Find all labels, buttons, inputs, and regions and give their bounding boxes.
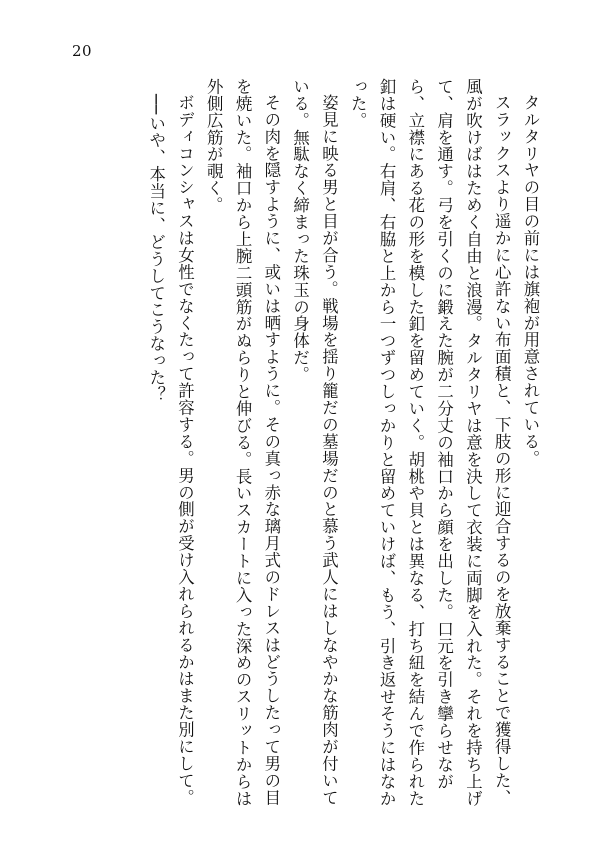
paragraph-2: スラックスより遥かに心許ない布面積と、下肢の形に迎合するのを放棄することで獲得した、風が吹けばはためく自由と浪漫。タルタリヤは意を決して衣装に両脚を入れた。それを持ち上げて、肩を通す。弓を引くのに鍛えた腕が二分丈の袖口から顔を出した。口元を引き攣らせながら、立襟にある花の形を模した釦を留めていく。胡桃や貝とは異なる、打ち紐を結んで作られた釦は硬い。右肩、右脇と上から一つずつしっかりと留めていけば、もう、引き返せそうにはなかった。 bbox=[348, 78, 512, 807]
vertical-text-body bbox=[141, 78, 544, 818]
paragraph-6: ──いや、本当に、どうしてこうなった？ bbox=[146, 94, 166, 404]
paragraph-4: その肉を隠すように、或いは晒すように。その真っ赤な璃月式のドレスはどうしたって男の目を焼いた。袖口から上腕二頭筋がぬらりと伸びる。長いスカートに入った深めのスリットからは外側広筋が覗く。 bbox=[204, 78, 281, 807]
page-number: 20 bbox=[72, 42, 93, 60]
paragraph-1: タルタリヤの目の前には旗袍が用意されている。 bbox=[521, 94, 540, 468]
paragraph-3: 姿見に映る男と目が合う。戦場を揺り籠だの墓場だのと慕う武人にはしなやかな筋肉が付いている。無駄なく締まった珠玉の身体だ。 bbox=[290, 78, 339, 807]
paragraph-5: ボディコンシャスは女性でなくたって許容する。男の側が受け入れられるかはまた別にして。 bbox=[175, 94, 195, 807]
